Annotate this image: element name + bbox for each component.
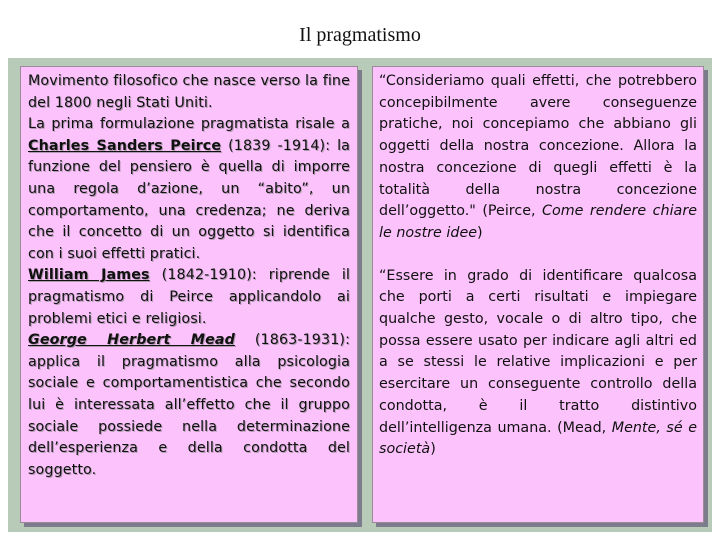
mead-quote-close: ) xyxy=(430,441,436,458)
james-text: (1842-1910): riprende il pragmatismo di Peirce applicandolo ai problemi etici e religiosi. xyxy=(28,267,350,327)
james-name: William James xyxy=(28,267,150,284)
peirce-quote-text: “Consideriamo quali effetti, che potrebbero concepibilmente avere conseguenze pratiche, noi concepiamo che abbiano gli oggetti della nostra concezione. Allora la nostra concezione di quegli effetti è la totalità della nostra concezione dell’oggetto." (Peirce, xyxy=(379,73,697,220)
description-text xyxy=(28,71,350,481)
mead-quote-text: “Essere in grado di identificare qualcosa che porti a certi risultati e impiegare qualche gesto, vocale o di altro tipo, che possa essere usato per indicare agli altri ed a se stessi le relative implicazioni e per esercitare un conseguente controllo della condotta, è il tratto distintivo dell’intelligenza umana. (Mead, xyxy=(379,267,697,436)
mead-work-title: Mente, sé e società xyxy=(379,419,697,458)
mead-text: (1863-1931): applica il pragmatismo alla psicologia sociale e comportamentistica che secondo lui è interessata all’effetto che il gruppo sociale possiede nella determinazione dell’esperienza e della condotta del soggetto. xyxy=(28,332,350,478)
peirce-text: (1839 -1914): la funzione del pensiero è quella di imporre una regola d’azione, un “abito”, un comportamento, una credenza; ne deriva che il concetto di un oggetto si identifica con i suoi effetti pratici. xyxy=(28,137,350,262)
peirce-quote-close: ) xyxy=(477,224,483,241)
page-title: Il pragmatismo xyxy=(299,24,421,46)
peirce-work-title: Come rendere chiare le nostre idee xyxy=(379,203,697,241)
quotes-text xyxy=(379,71,697,461)
peirce-intro: La prima formulazione pragmatista risale a xyxy=(28,116,350,133)
mead-quote xyxy=(379,266,697,461)
mead-name: George Herbert Mead xyxy=(28,332,235,349)
quotes-panel xyxy=(372,66,704,523)
intro-text: Movimento filosofico che nasce verso la fine del 1800 negli Stati Uniti. xyxy=(28,73,350,111)
peirce-name: Charles Sanders Peirce xyxy=(28,137,222,154)
peirce-quote xyxy=(379,71,697,245)
description-panel xyxy=(20,66,358,523)
